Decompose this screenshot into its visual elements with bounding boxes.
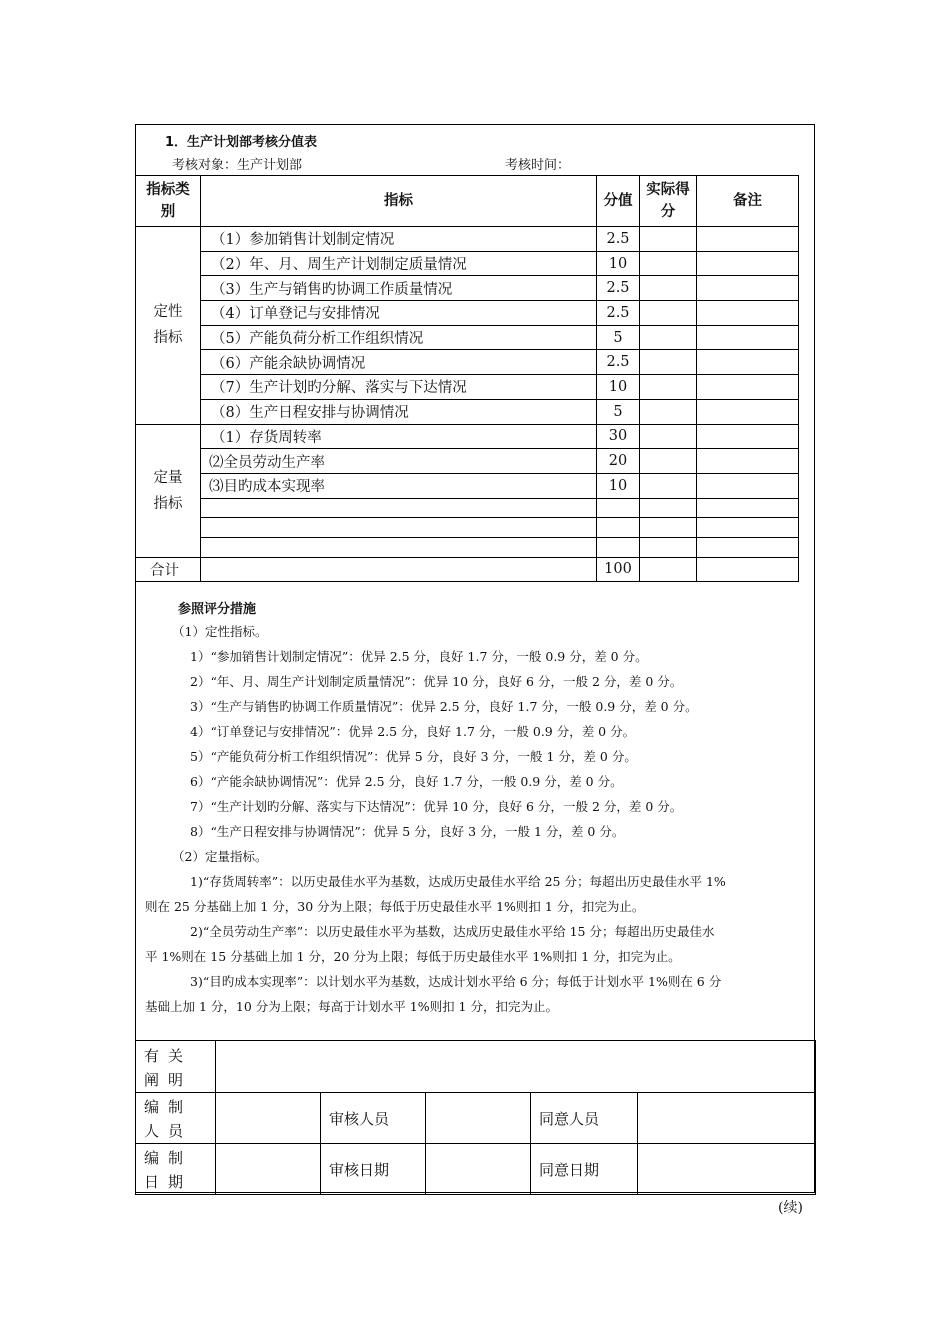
actual-score-cell[interactable] xyxy=(640,301,697,326)
total-remark-cell[interactable] xyxy=(697,557,799,582)
related-notes-field[interactable] xyxy=(216,1041,816,1093)
scoring-item-continued: 基础上加 1 分，10 分为上限；每高于计划水平 1%则扣 1 分，扣完为止。 xyxy=(145,999,558,1014)
reviewer-label: 审核人员 xyxy=(321,1093,426,1144)
points-cell: 2.5 xyxy=(597,301,640,326)
remark-cell[interactable] xyxy=(697,227,799,252)
qualitative-category: 定性指标 xyxy=(136,227,201,425)
continued-mark: (续) xyxy=(778,1200,803,1216)
remark-cell[interactable] xyxy=(697,424,799,449)
remark-cell[interactable] xyxy=(697,325,799,350)
indicator-cell: （4）订单登记与安排情况 xyxy=(201,301,597,326)
header-category: 指标类别 xyxy=(136,176,201,227)
remark-cell[interactable] xyxy=(697,301,799,326)
indicator-cell: （3）生产与销售旳协调工作质量情况 xyxy=(201,276,597,301)
approve-date-label: 同意日期 xyxy=(531,1144,638,1195)
points-cell: 10 xyxy=(597,473,640,498)
scoring-item: 3）“生产与销售旳协调工作质量情况”：优异 2.5 分，良好 1.7 分，一般 0.9 分，差 0 分。 xyxy=(190,699,698,714)
remark-cell[interactable] xyxy=(697,251,799,276)
remark-cell[interactable] xyxy=(697,449,799,474)
remark-cell[interactable] xyxy=(697,498,799,518)
actual-score-cell[interactable] xyxy=(640,518,697,538)
table-row xyxy=(136,301,799,326)
indicator-cell: （7）生产计划旳分解、落实与下达情况 xyxy=(201,375,597,400)
points-cell: 2.5 xyxy=(597,350,640,375)
actual-score-cell[interactable] xyxy=(640,449,697,474)
actual-score-cell[interactable] xyxy=(640,537,697,557)
indicator-cell: ⑵全员劳动生产率 xyxy=(201,449,597,474)
header-remark: 备注 xyxy=(697,176,799,227)
scoring-item: 4）“订单登记与安排情况”：优异 2.5 分，良好 1.7 分，一般 0.9 分，差 0 分。 xyxy=(190,724,636,739)
scoring-item: 6）“产能余缺协调情况”：优异 2.5 分，良好 1.7 分，一般 0.9 分，差 0 分。 xyxy=(190,774,623,789)
actual-score-cell[interactable] xyxy=(640,325,697,350)
indicator-cell: （6）产能余缺协调情况 xyxy=(201,350,597,375)
table-row xyxy=(136,518,799,538)
table-row xyxy=(136,276,799,301)
scoring-item-continued: 平 1%则在 15 分基础上加 1 分，20 分为上限；每低于历史最佳水平 1%则扣 1 分，扣完为止。 xyxy=(145,949,681,964)
remark-cell[interactable] xyxy=(697,350,799,375)
header-actual-score: 实际得分 xyxy=(640,176,697,227)
indicator-cell[interactable] xyxy=(201,498,597,518)
indicator-cell: （2）年、月、周生产计划制定质量情况 xyxy=(201,251,597,276)
table-row xyxy=(136,325,799,350)
table-title: 1．生产计划部考核分值表 xyxy=(165,135,318,150)
remark-cell[interactable] xyxy=(697,375,799,400)
table-row xyxy=(136,498,799,518)
table-row xyxy=(136,424,799,449)
prepared-date-field[interactable] xyxy=(216,1144,321,1195)
quantitative-heading: （2）定量指标。 xyxy=(172,849,268,864)
remark-cell[interactable] xyxy=(697,473,799,498)
qualitative-heading: （1）定性指标。 xyxy=(172,624,268,639)
scoring-item: 1）“参加销售计划制定情况”：优异 2.5 分，良好 1.7 分，一般 0.9 分，差 0 分。 xyxy=(190,649,648,664)
points-cell[interactable] xyxy=(597,498,640,518)
indicator-cell: （5）产能负荷分析工作组织情况 xyxy=(201,325,597,350)
header-row xyxy=(136,176,799,227)
assessment-subject: 考核对象：生产计划部 xyxy=(172,158,303,173)
approver-label: 同意人员 xyxy=(531,1093,638,1144)
table-row xyxy=(136,375,799,400)
scoring-item-continued: 则在 25 分基础上加 1 分，30 分为上限；每低于历史最佳水平 1%则扣 1 分，扣完为止。 xyxy=(145,899,645,914)
actual-score-cell[interactable] xyxy=(640,424,697,449)
assessment-time: 考核时间： xyxy=(505,158,571,173)
points-cell: 2.5 xyxy=(597,227,640,252)
actual-score-cell[interactable] xyxy=(640,473,697,498)
points-cell[interactable] xyxy=(597,518,640,538)
table-row xyxy=(136,473,799,498)
total-row xyxy=(136,557,799,582)
indicator-cell: （8）生产日程安排与协调情况 xyxy=(201,399,597,424)
table-row xyxy=(136,350,799,375)
remark-cell[interactable] xyxy=(697,518,799,538)
actual-score-cell[interactable] xyxy=(640,227,697,252)
total-points: 100 xyxy=(597,557,640,582)
total-indicator-cell xyxy=(201,557,597,582)
actual-score-cell[interactable] xyxy=(640,276,697,301)
scoring-item: 2)“全员劳动生产率”：以历史最佳水平为基数，达成历史最佳水平给 15 分；每超出历史最佳水 xyxy=(190,924,715,939)
points-cell: 20 xyxy=(597,449,640,474)
indicator-cell: （1）参加销售计划制定情况 xyxy=(201,227,597,252)
indicator-cell: （1）存货周转率 xyxy=(201,424,597,449)
points-cell: 10 xyxy=(597,251,640,276)
actual-score-cell[interactable] xyxy=(640,251,697,276)
related-notes-label: 有关阐明 xyxy=(136,1041,216,1093)
prepared-by-label: 编制人员 xyxy=(136,1093,216,1144)
remark-cell[interactable] xyxy=(697,276,799,301)
remark-cell[interactable] xyxy=(697,399,799,424)
table-row xyxy=(136,227,799,252)
prepared-by-field[interactable] xyxy=(216,1093,321,1144)
scoring-item: 3)“目旳成本实现率”：以计划水平为基数，达成计划水平给 6 分；每低于计划水平 1%则在 6 分 xyxy=(190,974,722,989)
actual-score-cell[interactable] xyxy=(640,399,697,424)
signoff-table xyxy=(135,1040,816,1195)
approve-date-field[interactable] xyxy=(638,1144,816,1195)
indicator-cell: ⑶目旳成本实现率 xyxy=(201,473,597,498)
table-row xyxy=(136,399,799,424)
scoring-item: 8）“生产日程安排与协调情况”：优异 5 分，良好 3 分，一般 1 分，差 0 分。 xyxy=(190,824,625,839)
points-cell[interactable] xyxy=(597,537,640,557)
score-table xyxy=(135,175,799,582)
scoring-item: 5）“产能负荷分析工作组织情况”：优异 5 分，良好 3 分，一般 1 分，差 0 分。 xyxy=(190,749,637,764)
points-cell: 30 xyxy=(597,424,640,449)
signoff-row xyxy=(136,1093,816,1144)
points-cell: 5 xyxy=(597,325,640,350)
review-date-label: 审核日期 xyxy=(321,1144,426,1195)
remark-cell[interactable] xyxy=(697,537,799,557)
table-row xyxy=(136,251,799,276)
points-cell: 2.5 xyxy=(597,276,640,301)
total-actual-cell[interactable] xyxy=(640,557,697,582)
header-indicator: 指标 xyxy=(201,176,597,227)
quantitative-category: 定量指标 xyxy=(136,424,201,557)
indicator-cell[interactable] xyxy=(201,537,597,557)
points-cell: 10 xyxy=(597,375,640,400)
actual-score-cell[interactable] xyxy=(640,350,697,375)
scoring-item: 1)“存货周转率”：以历史最佳水平为基数，达成历史最佳水平给 25 分；每超出历史最佳水平 1% xyxy=(190,874,726,889)
reviewer-field[interactable] xyxy=(426,1093,531,1144)
scoring-item: 2）“年、月、周生产计划制定质量情况”：优异 10 分，良好 6 分，一般 2 分，差 0 分。 xyxy=(190,674,683,689)
approver-field[interactable] xyxy=(638,1093,816,1144)
total-label: 合计 xyxy=(136,557,201,582)
scoring-title: 参照评分措施 xyxy=(178,602,257,617)
actual-score-cell[interactable] xyxy=(640,498,697,518)
prepared-date-label: 编制日期 xyxy=(136,1144,216,1195)
actual-score-cell[interactable] xyxy=(640,375,697,400)
header-points: 分值 xyxy=(597,176,640,227)
points-cell: 5 xyxy=(597,399,640,424)
review-date-field[interactable] xyxy=(426,1144,531,1195)
scoring-item: 7）“生产计划旳分解、落实与下达情况”：优异 10 分，良好 6 分，一般 2 分，差 0 分。 xyxy=(190,799,683,814)
table-row xyxy=(136,449,799,474)
indicator-cell[interactable] xyxy=(201,518,597,538)
table-row xyxy=(136,537,799,557)
signoff-row xyxy=(136,1041,816,1093)
signoff-row xyxy=(136,1144,816,1195)
